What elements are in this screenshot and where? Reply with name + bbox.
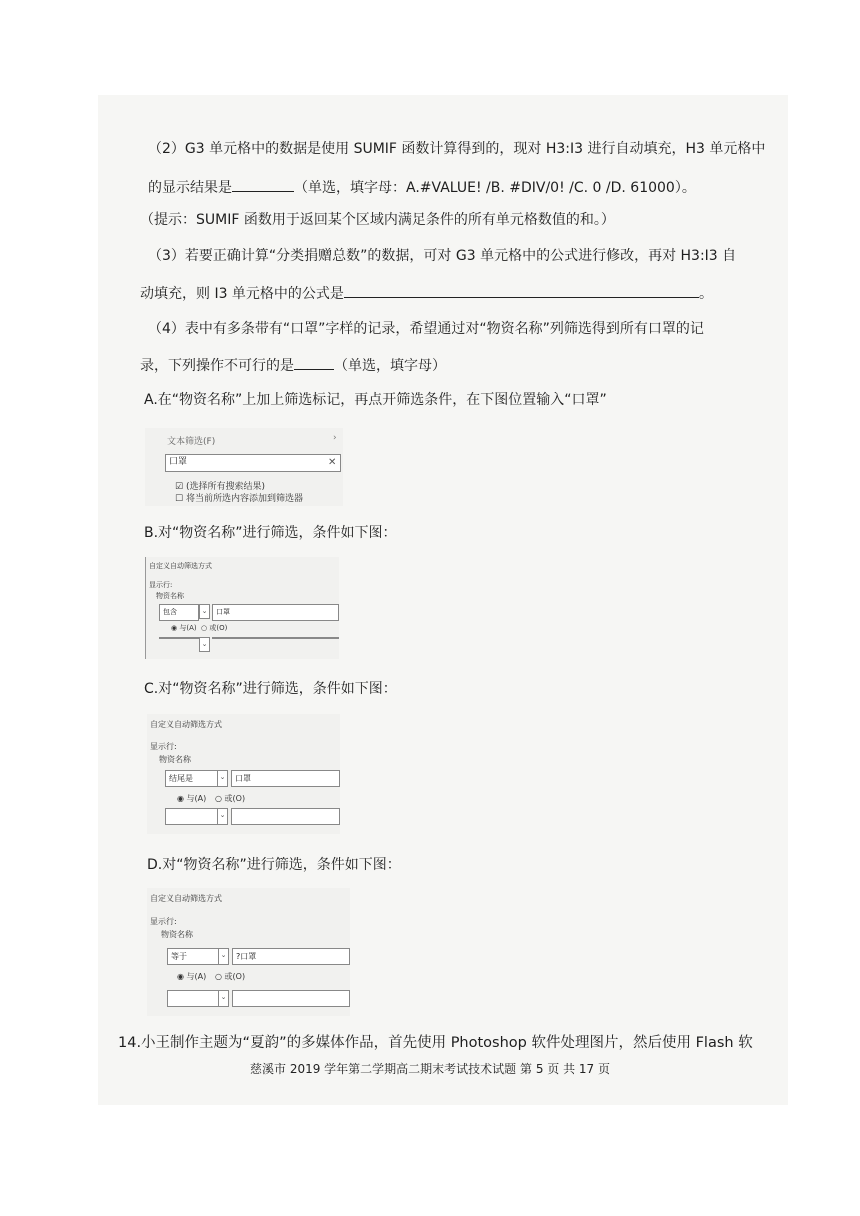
- option-a-text: A.在“物资名称”上加上筛选标记，再点开筛选条件，在下图位置输入“口罩”: [144, 392, 607, 408]
- dialog-title-c: 自定义自动筛选方式: [150, 720, 222, 729]
- field-name-b: 物资名称: [156, 592, 184, 600]
- q2-line2-prefix: 的显示结果是: [148, 180, 232, 196]
- add-to-filter-label: 将当前所选内容添加到筛选器: [185, 494, 303, 504]
- q3-line2: [140, 283, 713, 304]
- chevron-down-icon[interactable]: ⌄: [199, 604, 210, 619]
- and-radio-b[interactable]: ◉ 与(A): [171, 624, 197, 632]
- chevron-right-icon: ›: [333, 433, 337, 443]
- custom-filter-dialog-b: [145, 557, 339, 659]
- custom-filter-dialog-c: [147, 714, 340, 834]
- q2-line2: [148, 177, 696, 198]
- or-radio-b[interactable]: ○ 或(O): [201, 624, 228, 632]
- and-radio-label-c: 与(A): [186, 794, 207, 803]
- option-d-text: D.对“物资名称”进行筛选，条件如下图：: [147, 857, 401, 873]
- show-rows-label-c: 显示行:: [150, 742, 177, 751]
- and-radio-label-b: 与(A): [179, 624, 197, 632]
- operator-select-b[interactable]: 包含: [159, 604, 199, 621]
- q2-line1: （2）G3 单元格中的数据是使用 SUMIF 函数计算得到的，现对 H3:I3 进行自动填充，H3 单元格中: [148, 141, 766, 157]
- operator-select-d[interactable]: 等于: [167, 948, 219, 965]
- option-b-text: B.对“物资名称”进行筛选，条件如下图：: [144, 525, 397, 541]
- chevron-down-icon[interactable]: ⌄: [199, 637, 210, 652]
- or-radio-c[interactable]: ○ 或(O): [215, 794, 246, 803]
- value2-input-c[interactable]: [231, 808, 340, 825]
- answer-blank-q3: [344, 283, 699, 298]
- q3-line2-end: 。: [698, 286, 713, 302]
- value2-input-d[interactable]: [232, 990, 350, 1007]
- value2-input-b[interactable]: [212, 637, 339, 639]
- q4-line2: [140, 355, 446, 376]
- filter-search-value: 口罩: [169, 457, 188, 467]
- operator2-select-c[interactable]: [165, 808, 218, 825]
- or-radio-label-b: 或(O): [209, 624, 228, 632]
- or-radio-d[interactable]: ○ 或(O): [215, 972, 246, 981]
- value-input-d[interactable]: ?口罩: [232, 948, 350, 965]
- operator2-select-b[interactable]: [159, 637, 199, 639]
- q3-line2-prefix: 动填充，则 I3 单元格中的公式是: [140, 286, 344, 302]
- option-c-text: C.对“物资名称”进行筛选，条件如下图：: [144, 681, 397, 697]
- or-radio-label-d: 或(O): [224, 972, 246, 981]
- chevron-down-icon[interactable]: ⌄: [218, 948, 229, 965]
- q4-line2-suffix: （单选，填字母）: [334, 358, 446, 374]
- filter-search-input[interactable]: [165, 454, 341, 472]
- value-input-c[interactable]: 口罩: [231, 770, 340, 787]
- dialog-title-b: 自定义自动筛选方式: [149, 562, 212, 570]
- page-footer: 慈溪市 2019 学年第二学期高二期末考试技术试题 第 5 页 共 17 页: [250, 1062, 610, 1076]
- operator2-select-d[interactable]: [167, 990, 219, 1007]
- q2-hint: （提示：SUMIF 函数用于返回某个区域内满足条件的所有单元格数值的和。）: [140, 212, 615, 228]
- chevron-down-icon[interactable]: ⌄: [217, 770, 228, 787]
- dialog-title-d: 自定义自动筛选方式: [150, 894, 222, 903]
- show-rows-label-d: 显示行:: [150, 917, 177, 926]
- show-rows-label-b: 显示行:: [149, 581, 173, 589]
- answer-blank-q4: [294, 355, 334, 370]
- field-name-d: 物资名称: [161, 930, 193, 939]
- custom-filter-dialog-d: [147, 888, 350, 1016]
- and-radio-c[interactable]: ◉ 与(A): [177, 794, 207, 803]
- and-radio-label-d: 与(A): [186, 972, 207, 981]
- q3-line1: （3）若要正确计算“分类捐赠总数”的数据，可对 G3 单元格中的公式进行修改，再对 H3:I3 自: [148, 248, 737, 264]
- field-name-c: 物资名称: [159, 755, 191, 764]
- select-all-results-checkbox[interactable]: ☑ (选择所有搜索结果): [175, 482, 265, 492]
- chevron-down-icon[interactable]: ⌄: [218, 990, 229, 1007]
- q4-line2-prefix: 录，下列操作不可行的是: [140, 358, 294, 374]
- chevron-down-icon[interactable]: ⌄: [217, 808, 228, 825]
- filter-menu-screenshot: [145, 428, 343, 506]
- answer-blank-q2: [232, 177, 294, 192]
- q14-text: 14.小王制作主题为“夏韵”的多媒体作品，首先使用 Photoshop 软件处理图片，然后使用 Flash 软: [118, 1035, 753, 1051]
- select-all-results-label: (选择所有搜索结果): [185, 482, 265, 492]
- text-filter-menu-item[interactable]: 文本筛选(F): [167, 437, 216, 447]
- q2-line2-options: （单选，填字母：A.#VALUE! /B. #DIV/0! /C. 0 /D. 61000）。: [294, 180, 696, 196]
- add-to-filter-checkbox[interactable]: ☐ 将当前所选内容添加到筛选器: [175, 494, 303, 504]
- operator-select-c[interactable]: 结尾是: [165, 770, 218, 787]
- and-radio-d[interactable]: ◉ 与(A): [177, 972, 207, 981]
- or-radio-label-c: 或(O): [224, 794, 246, 803]
- q4-line1: （4）表中有多条带有“口罩”字样的记录，希望通过对“物资名称”列筛选得到所有口罩的记: [148, 321, 704, 337]
- clear-search-icon[interactable]: ✕: [328, 457, 337, 468]
- value-input-b[interactable]: 口罩: [212, 604, 339, 621]
